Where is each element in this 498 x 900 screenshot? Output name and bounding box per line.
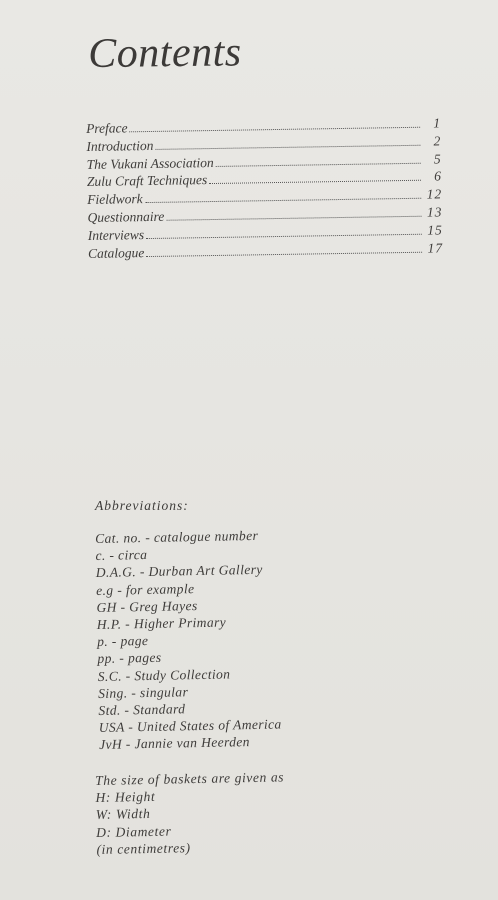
toc-entry-label: Zulu Craft Techniques [86,172,208,190]
toc-entry-label: Fieldwork [87,191,143,208]
toc-dot-leader [166,215,421,221]
table-of-contents [86,115,443,263]
abbreviations-heading: Abbreviations: [95,498,189,513]
abbreviation-item: GH - Greg Hayes [96,597,198,615]
size-note-line: D: Diameter [96,823,172,840]
toc-entry-label: Catalogue [87,244,145,261]
toc-page-number: 17 [427,239,444,256]
toc-dot-leader [130,126,421,133]
toc-page-number: 6 [434,168,443,184]
toc-dot-leader [145,197,421,203]
abbreviation-item: USA - United States of America [98,716,282,736]
toc-page-number: 5 [433,151,442,167]
toc-dot-leader [216,161,421,166]
toc-dot-leader [146,233,422,239]
abbreviation-item: Std. - Standard [98,701,186,718]
toc-page-number: 1 [433,115,442,131]
toc-page-number: 2 [433,133,442,149]
toc-entry-label: Preface [86,120,128,136]
toc-entry-label: Introduction [86,137,154,154]
toc-dot-leader [146,250,422,256]
abbreviation-item: D.A.G. - Durban Art Gallery [95,562,263,581]
size-note-line: (in centimetres) [96,839,191,857]
abbreviation-item: H.P. - Higher Primary [96,614,227,632]
abbreviation-item: Cat. no. - catalogue number [95,527,259,546]
toc-page-number: 12 [426,186,443,202]
page-title: Contents [88,29,242,77]
toc-entry-label: Interviews [87,226,145,243]
abbreviation-item: Sing. - singular [97,683,189,701]
abbreviation-item: pp. - pages [97,650,162,667]
abbreviation-item: c. - circa [95,547,148,564]
basket-size-note [95,768,286,858]
size-note-line: H: Height [95,789,156,806]
size-note-line: W: Width [95,806,151,823]
toc-dot-leader [155,144,420,150]
toc-page-number: 15 [427,222,443,238]
abbreviation-item: JvH - Jannie van Heerden [98,734,251,753]
abbreviations-list [95,526,282,753]
abbreviation-item: e.g - for example [96,580,195,598]
size-note-intro: The size of baskets are given as [95,769,285,788]
toc-entry-label: The Vukani Association [86,154,214,172]
toc-entry-label: Questionnaire [87,208,165,225]
toc-dot-leader [209,179,421,184]
abbreviation-item: p. - page [96,633,149,650]
toc-page-number: 13 [426,204,443,220]
abbreviation-item: S.C. - Study Collection [97,665,231,684]
